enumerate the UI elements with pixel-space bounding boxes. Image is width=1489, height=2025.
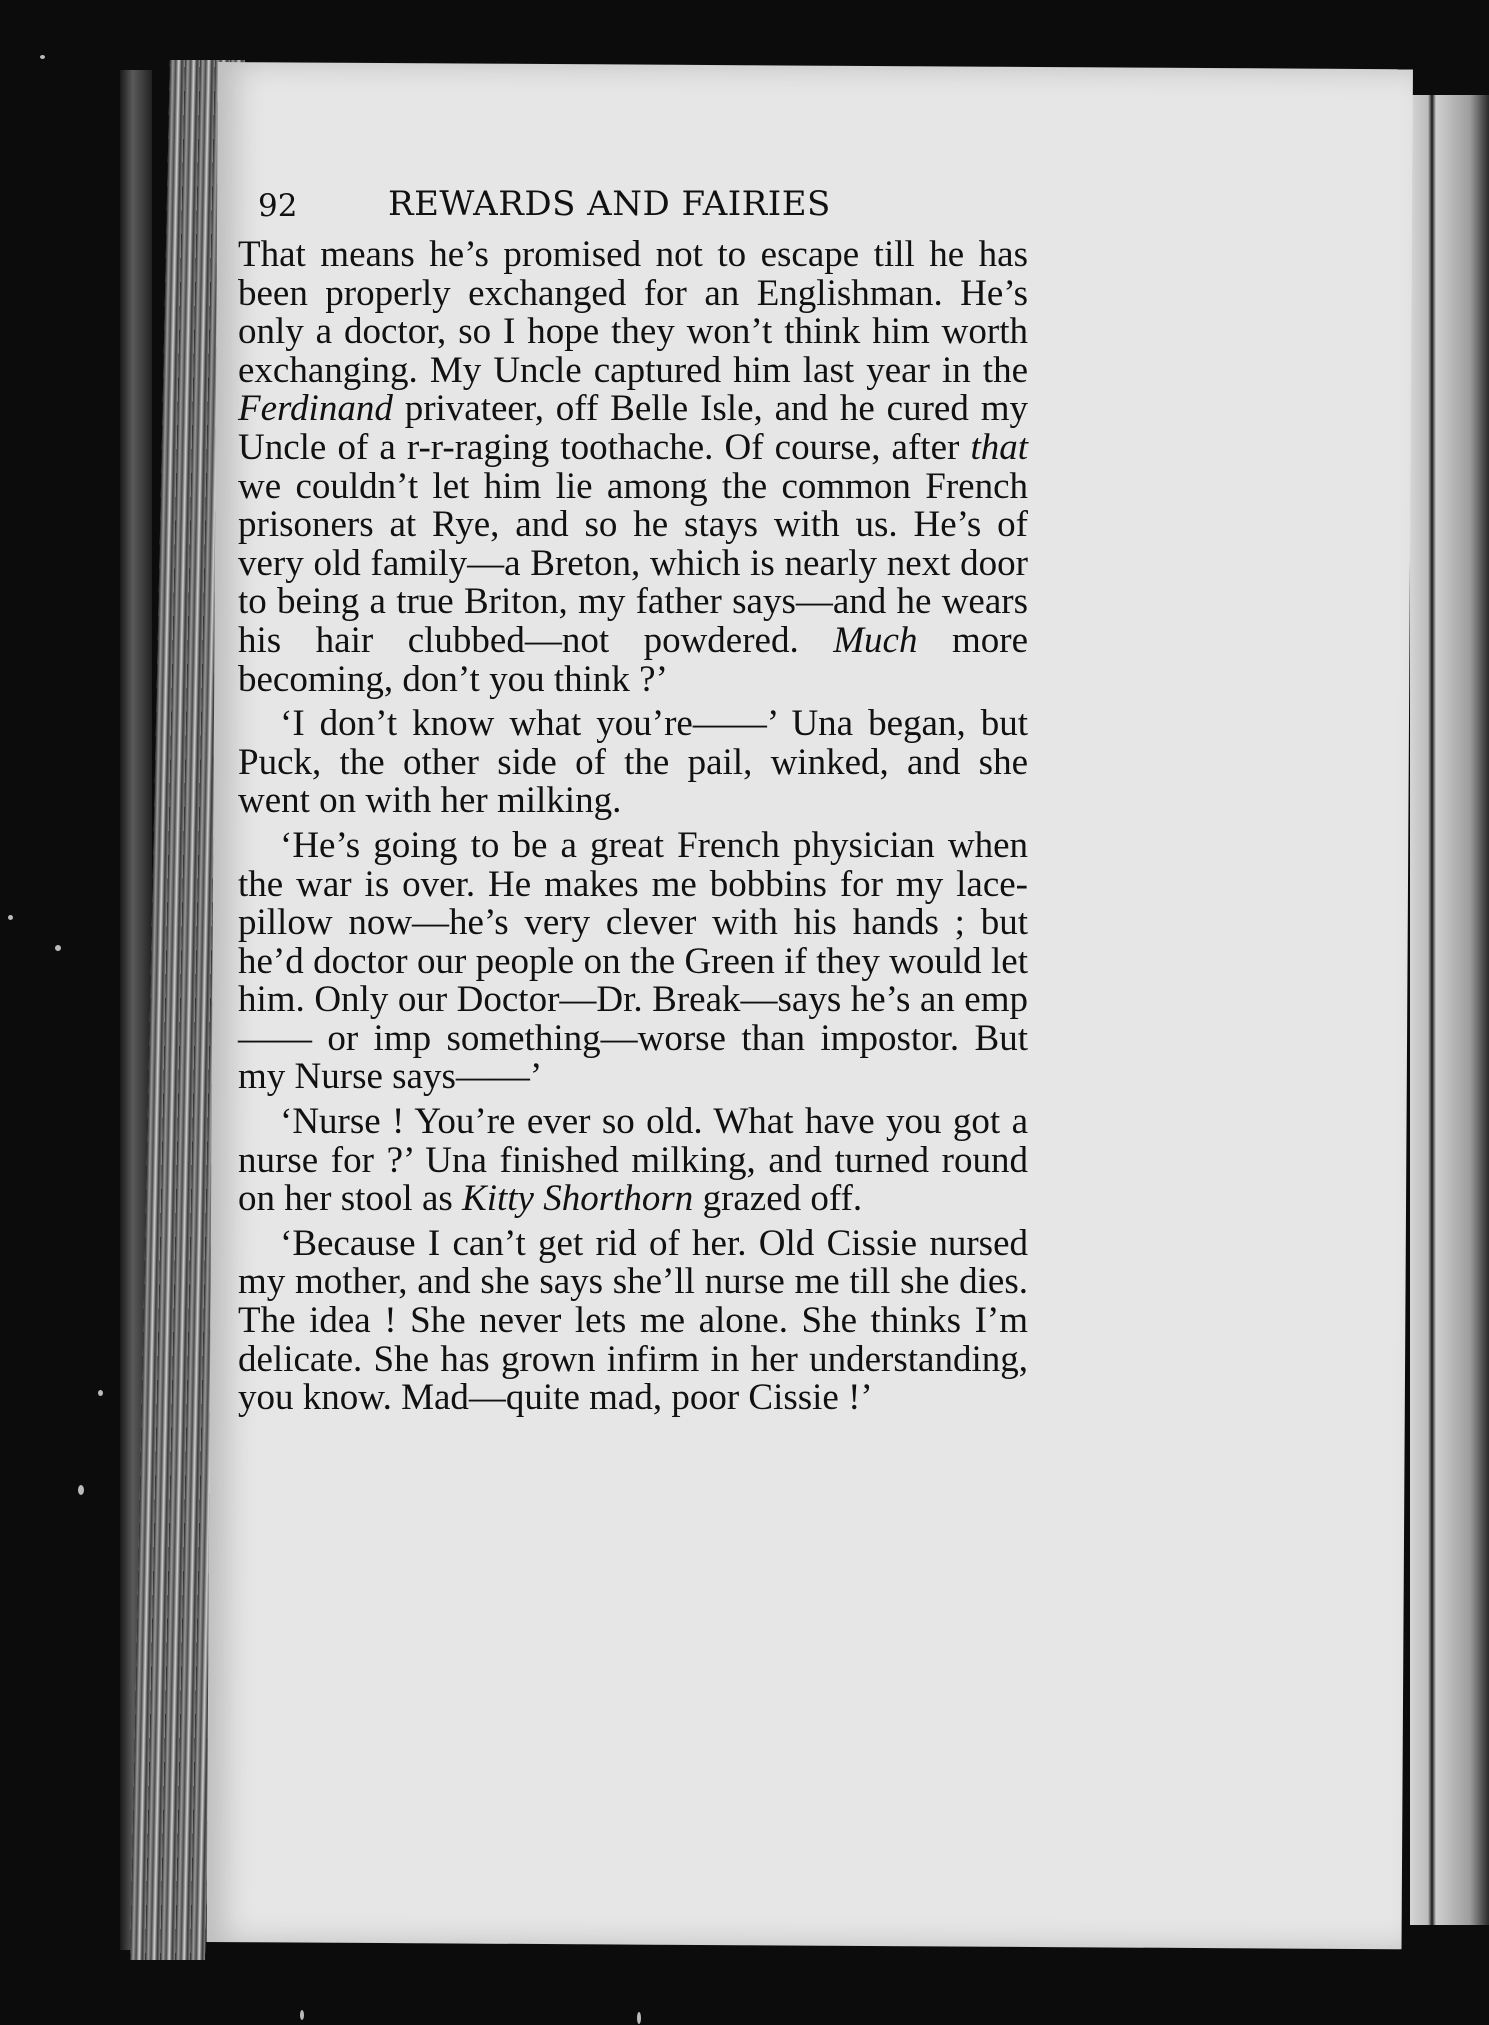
text-run: grazed off.: [693, 1178, 863, 1220]
italic-text-run: that: [970, 426, 1028, 468]
text-run: we couldn’t let him lie among the common French prisoners at Rye, and so he stays with us. He’s of very old family—a Breton, which is nearly next door to being a true Briton, my father says—and he wears his hair clubbed—not powdered.: [238, 465, 1028, 661]
paragraph: [238, 1103, 1028, 1219]
scan-speck: [637, 2012, 641, 2024]
scan-speck: [8, 915, 13, 920]
text-run: ‘He’s going to be a great French physician when the war is over. He makes me bobbins for my lace-pillow now—he’s very clever with his hands ; but he’d doctor our people on the Green if they would let him. Only our Doctor—Dr. Break—says he’s an emp—— or imp something—worse than impostor. But my Nurse says——’: [238, 824, 1028, 1098]
scan-speck: [98, 1390, 103, 1396]
paragraph: [238, 236, 1028, 699]
italic-text-run: Ferdinand: [238, 388, 393, 430]
page-header: [258, 172, 908, 232]
italic-text-run: Much: [833, 619, 918, 661]
running-head: REWARDS AND FAIRIES: [388, 184, 831, 224]
page-number: 92: [258, 188, 298, 224]
text-run: That means he’s promised not to escape till he has been properly exchanged for an Englishman. He’s only a doctor, so I hope they won’t think him worth exchanging. My Uncle captured him last year in the: [238, 234, 1028, 391]
body-text: [238, 236, 1028, 1424]
paragraph: [238, 705, 1028, 821]
right-page-edge: [1410, 95, 1489, 1925]
text-run: more becoming, don’t you think ?’: [238, 619, 1028, 700]
text-run: ‘I don’t know what you’re——’ Una began, but Puck, the other side of the pail, winked, and she went on with her milking.: [238, 703, 1028, 822]
paragraph: [238, 824, 1028, 1098]
text-run: ‘Nurse ! You’re ever so old. What have you got a nurse for ?’ Una finished milking, and turned round on her stool as: [238, 1101, 1028, 1220]
text-run: privateer, off Belle Isle, and he cured my Uncle of a r-r-raging toothache. Of course, after: [238, 388, 1028, 468]
scan-speck: [300, 2010, 304, 2020]
paragraph: [238, 1222, 1028, 1419]
italic-text-run: Kitty Shorthorn: [462, 1178, 694, 1220]
scan-speck: [55, 945, 61, 951]
text-run: ‘Because I can’t get rid of her. Old Cissie nursed my mother, and she says she’ll nurse me till she dies. The idea ! She never lets me alone. She thinks I’m delicate. She has grown infirm in her understanding, you know. Mad—quite mad, poor Cissie !’: [238, 1222, 1028, 1419]
scan-speck: [78, 1485, 84, 1495]
scan-speck: [40, 55, 45, 59]
